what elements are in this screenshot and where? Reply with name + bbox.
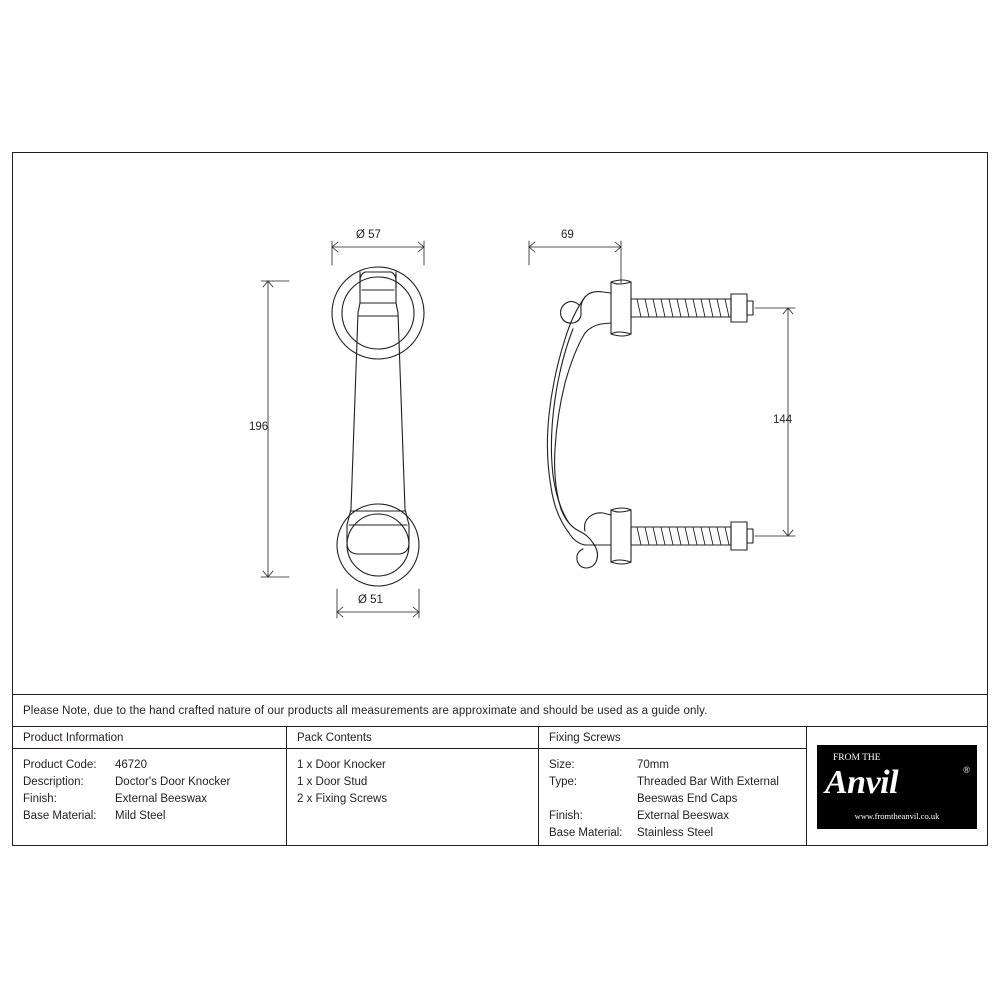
finish-label: Finish: — [23, 793, 57, 805]
fixing-base-material-value: Stainless Steel — [637, 827, 714, 839]
technical-drawing — [13, 153, 987, 695]
dim-label-fixing-centres: 144 — [773, 414, 793, 426]
fixing-finish-label: Finish: — [549, 810, 583, 822]
product-code-label: Product Code: — [23, 759, 97, 771]
brand-logo-prefix: FROM THE — [833, 752, 881, 763]
base-material-label: Base Material: — [23, 810, 97, 822]
pack-contents-heading: Pack Contents — [287, 727, 538, 749]
fixing-type-label: Type: — [549, 776, 578, 788]
measurement-note-text: Please Note, due to the hand crafted nature of our products all measurements are approximate and should be used as a guide only. — [23, 704, 708, 717]
table-row — [23, 791, 286, 808]
product-information-column — [13, 727, 287, 846]
fixing-type-value: Threaded Bar With External — [637, 776, 779, 788]
product-information-heading: Product Information — [13, 727, 286, 749]
registered-trademark-icon: ® — [963, 764, 970, 775]
finish-value: External Beeswax — [115, 793, 208, 805]
list-item: 1 x Door Stud — [297, 776, 368, 788]
dim-label-projection: 69 — [561, 229, 574, 241]
pack-contents-column — [287, 727, 539, 846]
fixing-size-label: Size: — [549, 759, 575, 771]
table-row — [549, 808, 806, 825]
spec-sheet — [12, 152, 988, 846]
brand-logo — [807, 727, 987, 846]
brand-logo-column — [807, 727, 987, 846]
brand-logo-url: www.fromtheanvil.co.uk — [854, 810, 940, 821]
product-code-value: 46720 — [115, 759, 147, 771]
brand-logo-wordmark: Anvil — [825, 763, 899, 801]
fixing-screws-body — [539, 749, 806, 842]
table-row — [23, 757, 286, 774]
table-row — [23, 808, 286, 825]
dim-label-height: 196 — [249, 421, 269, 433]
drawing-svg — [13, 153, 987, 695]
table-row — [549, 825, 806, 842]
list-item: 1 x Door Knocker — [297, 759, 386, 771]
table-row — [549, 757, 806, 774]
base-material-value: Mild Steel — [115, 810, 166, 822]
measurement-note — [13, 695, 987, 727]
product-information-body — [13, 749, 286, 825]
fixing-screws-column — [539, 727, 807, 846]
brand-logo-plate — [817, 745, 977, 829]
description-label: Description: — [23, 776, 84, 788]
list-item: 2 x Fixing Screws — [297, 793, 388, 805]
description-value: Doctor's Door Knocker — [115, 776, 231, 788]
dim-label-top-diameter: Ø 57 — [356, 229, 381, 241]
table-row — [23, 774, 286, 791]
table-row — [549, 774, 806, 791]
info-table — [13, 727, 987, 846]
pack-contents-body — [287, 749, 538, 808]
fixing-finish-value: External Beeswax — [637, 810, 730, 822]
fixing-base-material-label: Base Material: — [549, 827, 623, 839]
dim-label-bottom-diameter: Ø 51 — [358, 594, 383, 606]
fixing-type-value-continued: Beeswas End Caps — [637, 793, 738, 805]
fixing-screws-heading: Fixing Screws — [539, 727, 806, 749]
fixing-size-value: 70mm — [637, 759, 669, 771]
